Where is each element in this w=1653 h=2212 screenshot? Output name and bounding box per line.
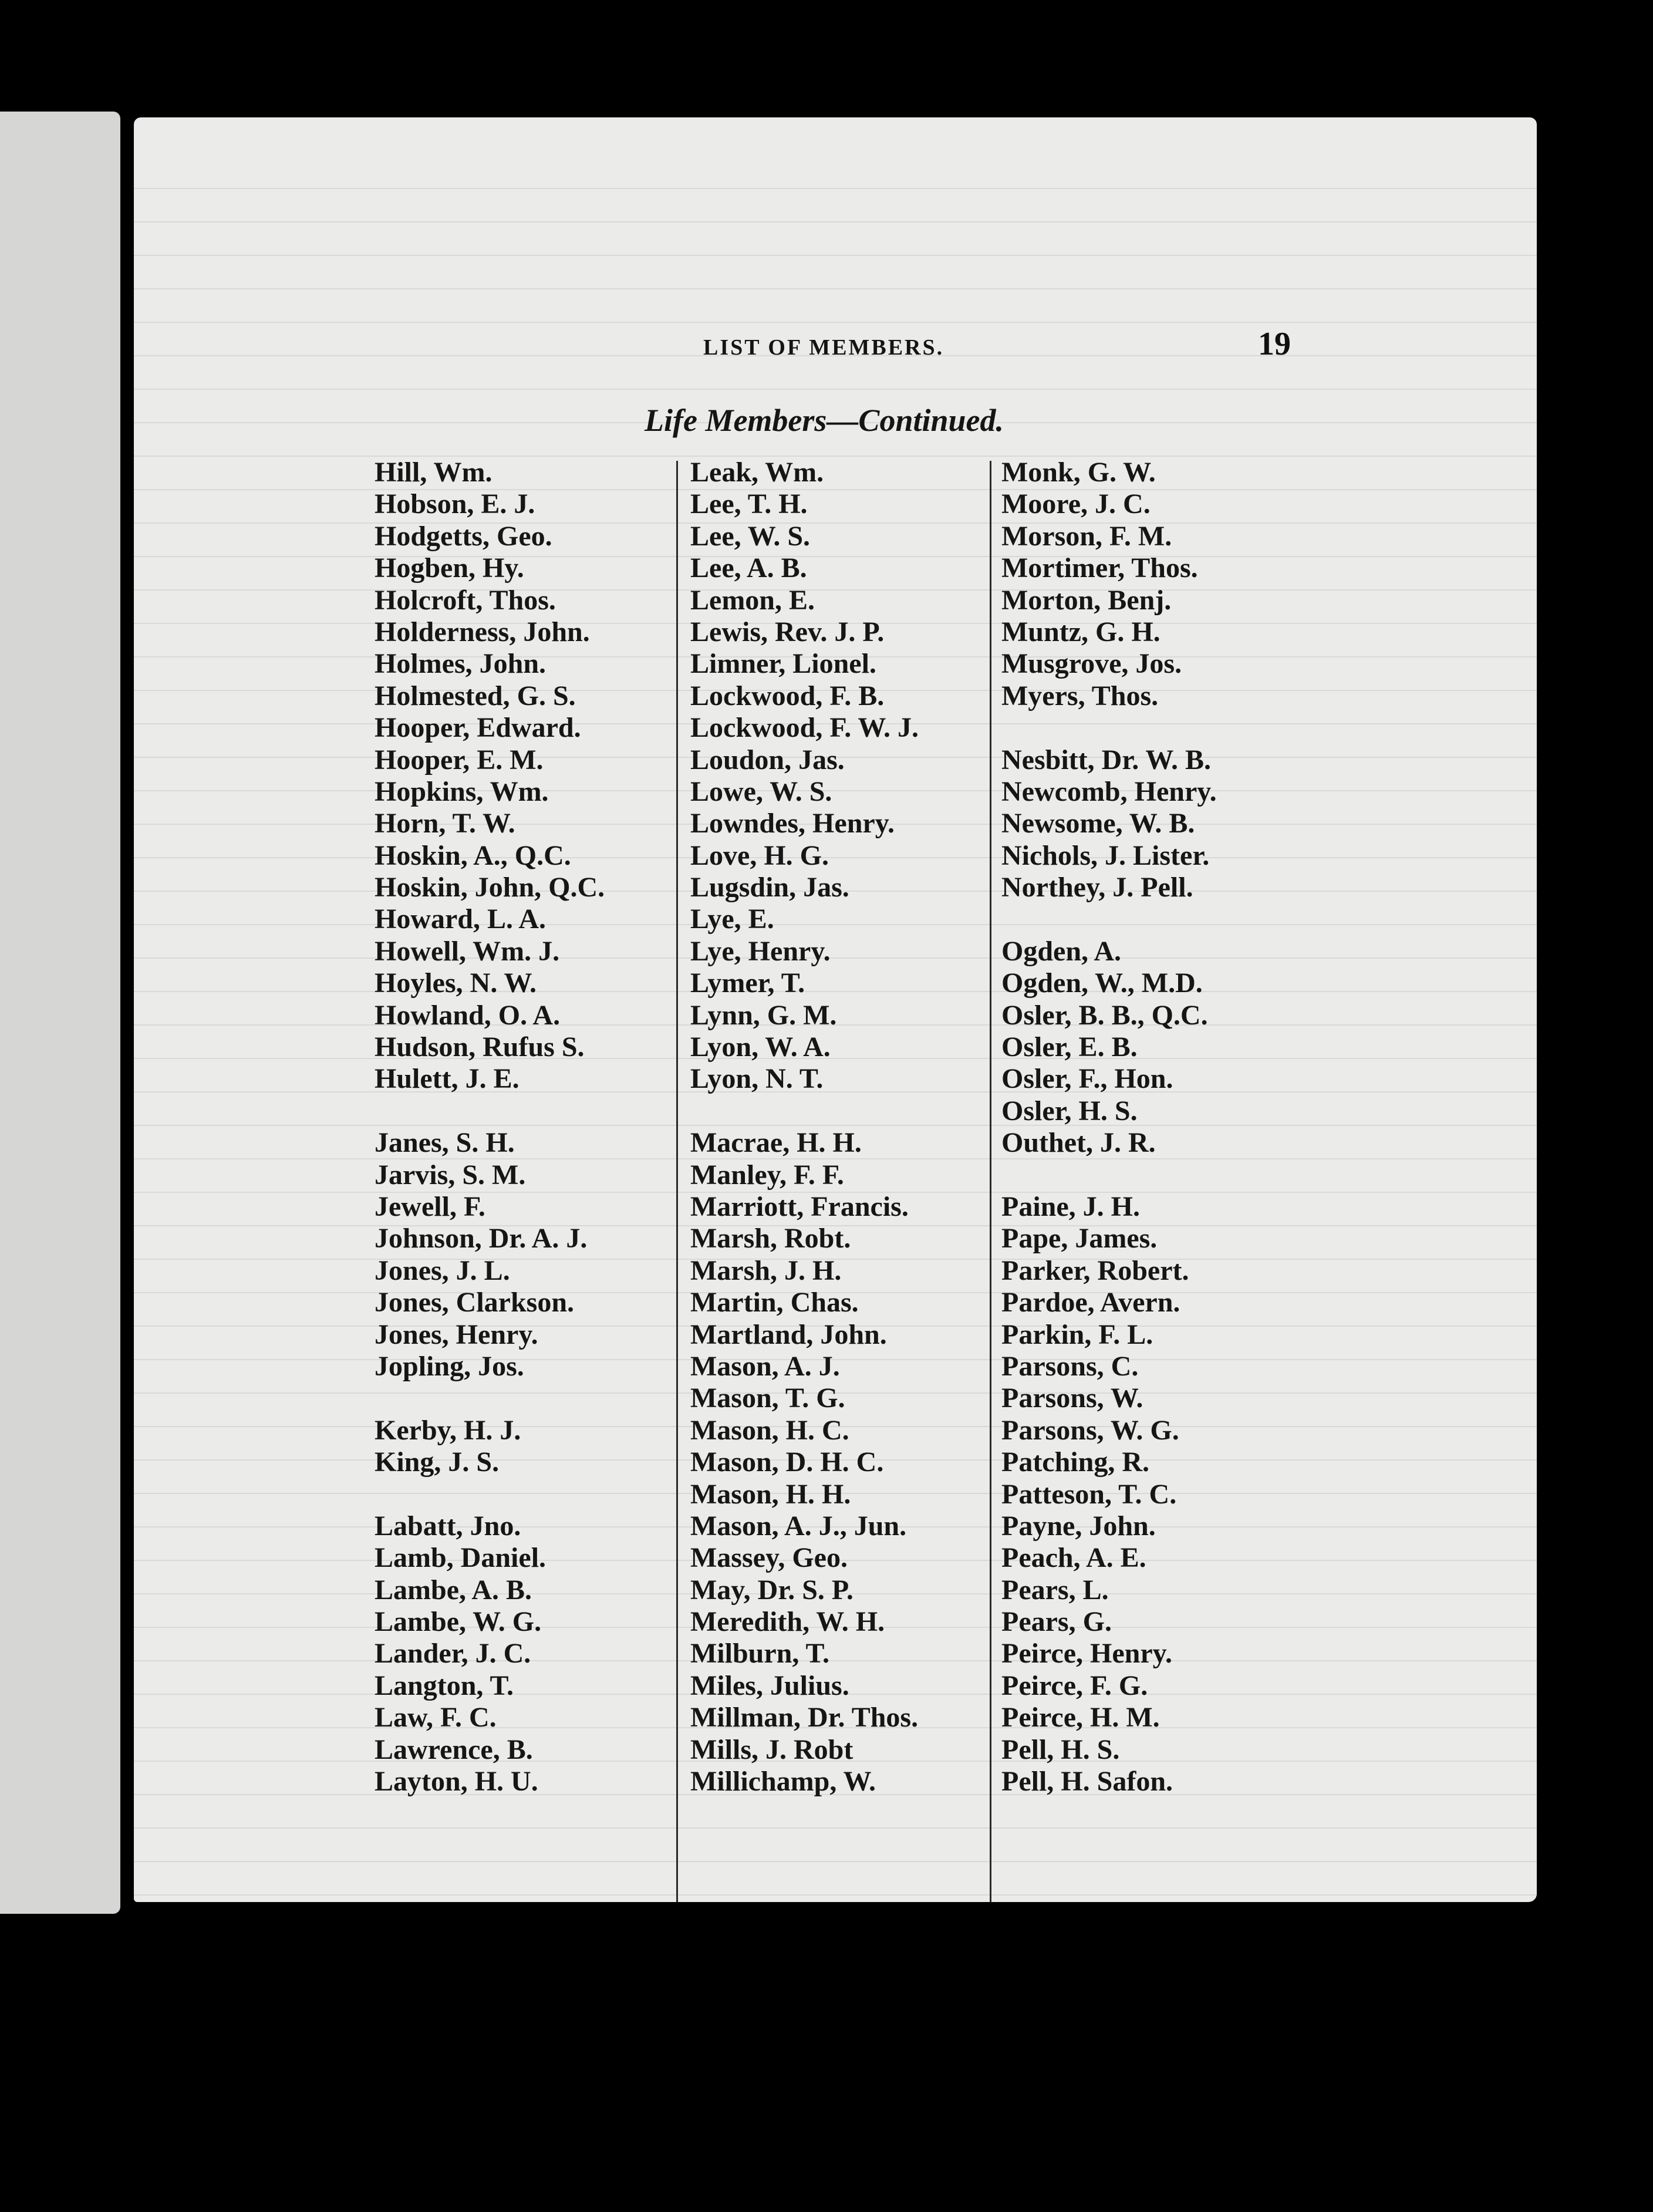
member-entry: Lawrence, B. (375, 1734, 533, 1765)
member-entry: Peirce, H. M. (1001, 1702, 1160, 1734)
member-entry: Jarvis, S. M. (375, 1159, 526, 1191)
member-entry: Morson, F. M. (1001, 520, 1172, 552)
member-entry: Newcomb, Henry. (1001, 775, 1217, 807)
member-entry: Lugsdin, Jas. (690, 872, 849, 903)
member-entry: Patching, R. (1001, 1446, 1149, 1478)
member-entry: Osler, H. S. (1001, 1095, 1138, 1127)
member-entry: Peach, A. E. (1001, 1542, 1146, 1574)
member-entry: Muntz, G. H. (1001, 616, 1161, 648)
member-entry: Horn, T. W. (375, 808, 515, 839)
member-entry: Hooper, Edward. (375, 712, 581, 744)
member-entry: Monk, G. W. (1001, 457, 1156, 488)
member-entry: Morton, Benj. (1001, 584, 1172, 616)
page-number: 19 (1258, 326, 1291, 362)
member-entry: Meredith, W. H. (690, 1606, 885, 1638)
running-head: LIST OF MEMBERS. (703, 335, 944, 360)
member-entry: Lowe, W. S. (690, 775, 832, 807)
member-entry: Parsons, W. (1001, 1382, 1143, 1414)
member-entry: Mills, J. Robt (690, 1734, 854, 1765)
member-entry: Patteson, T. C. (1001, 1478, 1177, 1510)
spacer (375, 1382, 605, 1414)
member-entry: Lye, Henry. (690, 935, 831, 967)
member-entry: Love, H. G. (690, 839, 829, 871)
member-entry: Osler, E. B. (1001, 1031, 1138, 1063)
member-entry: Lambe, W. G. (375, 1606, 542, 1638)
member-entry: Lemon, E. (690, 584, 815, 616)
members-column-1 (375, 457, 605, 1798)
member-entry: Marsh, Robt. (690, 1223, 851, 1255)
member-entry: Hudson, Rufus S. (375, 1031, 585, 1063)
members-column-3 (1001, 457, 1217, 1798)
member-entry: Leak, Wm. (690, 457, 824, 488)
member-entry: Lye, E. (690, 903, 774, 935)
member-entry: Hodgetts, Geo. (375, 520, 552, 552)
member-entry: Layton, H. U. (375, 1766, 538, 1798)
member-entry: Holmested, G. S. (375, 680, 576, 712)
member-entry: Pardoe, Avern. (1001, 1287, 1180, 1319)
member-entry: Osler, F., Hon. (1001, 1063, 1173, 1095)
member-entry: Lynn, G. M. (690, 999, 837, 1031)
column-divider-2 (990, 461, 991, 1902)
ruled-line (134, 255, 1537, 256)
member-entry: Martland, John. (690, 1319, 887, 1350)
member-entry: Peirce, F. G. (1001, 1670, 1148, 1701)
member-entry: Mortimer, Thos. (1001, 552, 1198, 584)
member-entry: Lee, W. S. (690, 520, 811, 552)
member-entry: Lockwood, F. B. (690, 680, 885, 712)
member-entry: Osler, B. B., Q.C. (1001, 999, 1208, 1031)
member-entry: Hulett, J. E. (375, 1063, 519, 1095)
member-entry: Peirce, Henry. (1001, 1638, 1172, 1670)
member-entry: Newsome, W. B. (1001, 808, 1195, 839)
member-entry: Johnson, Dr. A. J. (375, 1223, 588, 1255)
member-entry: Millman, Dr. Thos. (690, 1702, 919, 1734)
ruled-line (134, 1894, 1537, 1896)
member-entry: Holmes, John. (375, 648, 546, 680)
members-column-2 (690, 457, 919, 1798)
member-entry: Mason, D. H. C. (690, 1446, 884, 1478)
spacer (1001, 1159, 1217, 1191)
member-entry: Northey, J. Pell. (1001, 872, 1193, 903)
member-entry: Mason, T. G. (690, 1382, 845, 1414)
member-entry: Jones, Henry. (375, 1319, 538, 1350)
member-entry: Kerby, H. J. (375, 1414, 521, 1446)
member-entry: Marsh, J. H. (690, 1255, 842, 1286)
member-entry: Outhet, J. R. (1001, 1127, 1156, 1159)
member-entry: Pell, H. S. (1001, 1734, 1120, 1765)
section-subtitle: Life Members—Continued. (645, 403, 1004, 438)
member-entry: Lander, J. C. (375, 1638, 531, 1670)
page-header (134, 326, 1537, 393)
member-entry: Lee, T. H. (690, 488, 808, 520)
member-entry: Jopling, Jos. (375, 1350, 524, 1382)
member-entry: Nichols, J. Lister. (1001, 839, 1210, 871)
member-entry: Labatt, Jno. (375, 1510, 521, 1542)
ruled-line (134, 288, 1537, 289)
member-entry: Howland, O. A. (375, 999, 561, 1031)
ruled-line (134, 1827, 1537, 1829)
member-entry: Marriott, Francis. (690, 1191, 909, 1222)
member-entry: Ogden, A. (1001, 935, 1122, 967)
column-divider-1 (676, 461, 678, 1902)
member-entry: Nesbitt, Dr. W. B. (1001, 744, 1211, 775)
member-entry: Hill, Wm. (375, 457, 492, 488)
member-entry: Hoskin, John, Q.C. (375, 872, 605, 903)
member-entry: Martin, Chas. (690, 1287, 859, 1319)
spacer (375, 1479, 605, 1510)
member-entry: Lewis, Rev. J. P. (690, 616, 885, 648)
member-entry: Hooper, E. M. (375, 744, 544, 775)
member-entry: Parsons, C. (1001, 1350, 1139, 1382)
member-entry: Moore, J. C. (1001, 488, 1151, 520)
ruled-line (134, 221, 1537, 222)
member-entry: Paine, J. H. (1001, 1191, 1140, 1222)
ruled-line (134, 1861, 1537, 1862)
member-entry: Pell, H. Safon. (1001, 1766, 1173, 1798)
member-entry: Howard, L. A. (375, 903, 546, 935)
spacer (1001, 712, 1217, 744)
member-entry: Massey, Geo. (690, 1542, 848, 1574)
member-entry: Mason, A. J. (690, 1350, 840, 1382)
member-entry: Langton, T. (375, 1670, 514, 1701)
book-page (134, 117, 1537, 1902)
member-entry: Lyon, W. A. (690, 1031, 831, 1063)
member-entry: Hobson, E. J. (375, 488, 535, 520)
member-entry: Hoskin, A., Q.C. (375, 839, 571, 871)
member-entry: Hogben, Hy. (375, 552, 524, 584)
member-entry: Howell, Wm. J. (375, 935, 560, 967)
member-entry: Lamb, Daniel. (375, 1542, 546, 1574)
member-entry: Manley, F. F. (690, 1159, 844, 1191)
member-entry: Jewell, F. (375, 1191, 485, 1222)
ruled-line (134, 322, 1537, 323)
spacer (375, 1095, 605, 1127)
member-entry: Lymer, T. (690, 967, 805, 999)
member-entry: Lockwood, F. W. J. (690, 712, 919, 744)
member-entry: Janes, S. H. (375, 1127, 515, 1159)
member-entry: Parkin, F. L. (1001, 1319, 1153, 1350)
member-entry: Pears, G. (1001, 1606, 1112, 1638)
member-entry: Milburn, T. (690, 1638, 829, 1670)
member-entry: Myers, Thos. (1001, 680, 1159, 712)
member-entry: Miles, Julius. (690, 1670, 849, 1701)
member-entry: Mason, A. J., Jun. (690, 1510, 907, 1542)
facing-page-edge (0, 112, 120, 1914)
member-entry: Payne, John. (1001, 1510, 1156, 1542)
member-entry: Hoyles, N. W. (375, 967, 537, 999)
member-entry: Pape, James. (1001, 1223, 1158, 1255)
member-entry: Loudon, Jas. (690, 744, 845, 775)
member-entry: Lyon, N. T. (690, 1063, 824, 1095)
member-entry: Mason, H. C. (690, 1414, 849, 1446)
member-entry: Limner, Lionel. (690, 648, 876, 680)
member-entry: Pears, L. (1001, 1574, 1109, 1606)
member-entry: Musgrove, Jos. (1001, 648, 1182, 680)
member-entry: Ogden, W., M.D. (1001, 967, 1203, 999)
member-entry: Lambe, A. B. (375, 1574, 532, 1606)
member-entry: Lowndes, Henry. (690, 808, 895, 839)
member-entry: Holderness, John. (375, 616, 590, 648)
ruled-line (134, 188, 1537, 189)
member-entry: May, Dr. S. P. (690, 1574, 854, 1606)
member-entry: Lee, A. B. (690, 552, 807, 584)
member-entry: Parsons, W. G. (1001, 1414, 1179, 1446)
member-entry: Law, F. C. (375, 1702, 497, 1734)
member-entry: Parker, Robert. (1001, 1255, 1189, 1286)
member-entry: Jones, Clarkson. (375, 1287, 575, 1319)
spacer (690, 1095, 919, 1127)
member-entry: Mason, H. H. (690, 1478, 851, 1510)
member-entry: Macrae, H. H. (690, 1127, 862, 1159)
member-entry: Hopkins, Wm. (375, 775, 549, 807)
member-entry: Millichamp, W. (690, 1766, 876, 1798)
member-entry: Holcroft, Thos. (375, 584, 556, 616)
member-entry: King, J. S. (375, 1446, 500, 1478)
spacer (1001, 903, 1217, 935)
member-entry: Jones, J. L. (375, 1255, 510, 1286)
